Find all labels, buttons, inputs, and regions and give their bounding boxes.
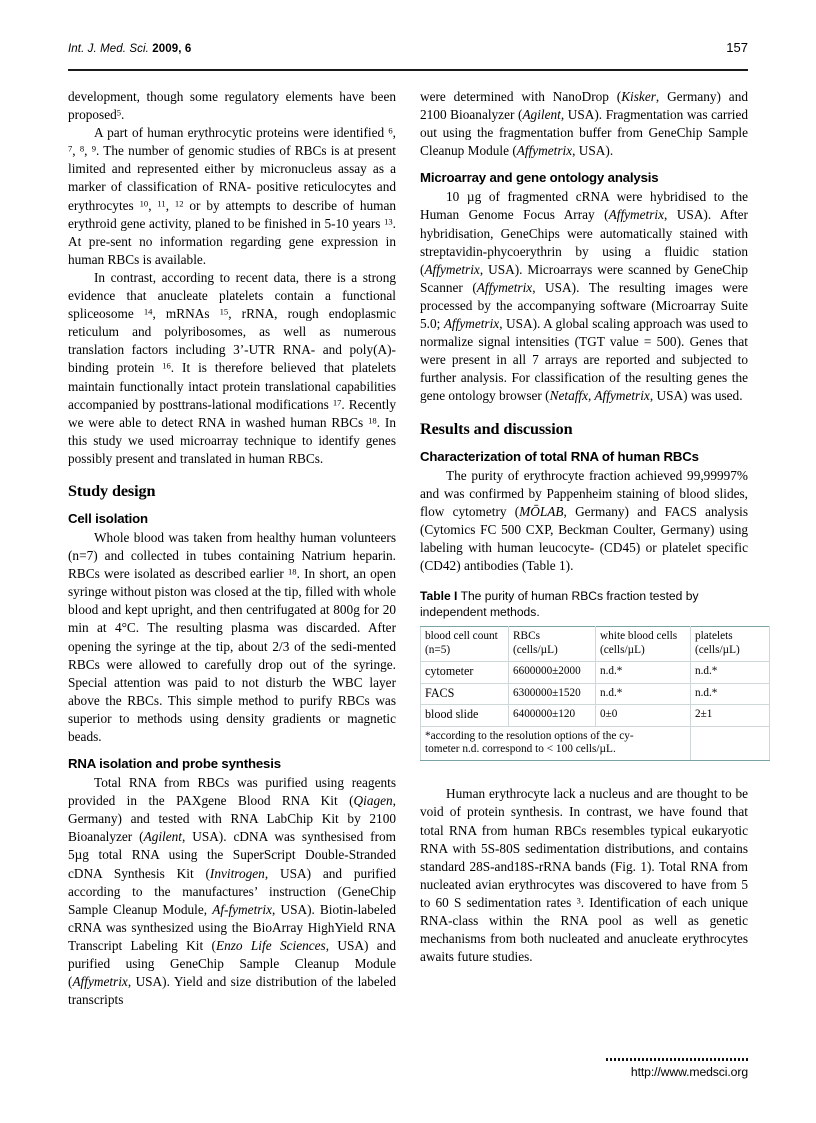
text: , USA) was used. [649,388,743,404]
company-name: MŌLAB [519,503,564,519]
reference-marker: 18 [287,566,297,577]
reference-marker: 8 [79,143,85,154]
text: , USA). Fragmentation was carried out using the fragmentation buffer from GeneChip Sample Cleanup Module ( [420,107,748,159]
journal-citation [68,43,191,55]
reference-marker: 11 [157,197,166,208]
text: , USA). The resulting images were processed by the accompanying software (Microarray Suite 5.0; [420,279,749,332]
table-footnote-row [421,726,770,761]
text: development, though some regulatory elements have been proposed [68,89,396,123]
table-cell-platelets: 2±1 [691,705,770,726]
company-name: Enzo Life Sciences [215,937,326,953]
paragraph-proteins [68,124,396,269]
reference-marker: 17 [332,396,342,407]
text: Human erythrocyte lack a nucleus and are thought to be void of protein synthesis. In contrast, we have found that total RNA from human RBCs resembles typical eukaryotic RNA with 5S-80S sedimentation distributions, and contains standard 28S-and18S-rRNA bands (Fig. 1). Total RNA from nucleated avian erythrocytes was discovered to have from 5 to 60 S sedimentation rates [420,786,748,910]
journal-year-volume-value: 2009, 6 [152,43,192,55]
right-column [420,88,748,966]
table-caption-text: The purity of human RBCs fraction tested by independent methods. [420,589,699,620]
table-footnote-blank-cell [691,726,770,761]
running-head [68,40,748,55]
text: . Identification of each unique RNA-class within the RNA pool as well as genetic mechanisms from both nucleated and anucleate erythrocytes awaits future studies. [420,894,748,965]
table-header-cell-white-blood-cells [596,627,691,662]
text: RBCs [513,630,541,643]
text: tometer n.d. correspond to < 100 cells/µL. [425,742,616,755]
table-cell-rbcs: 6400000±120 [509,705,596,726]
company-name: Affymetrix [443,316,500,332]
table-header-cell-platelets [691,627,770,662]
reference-marker: 9 [91,143,96,154]
text: , USA). Yield and size distribution of the labeled transcripts [68,974,396,1008]
text: 10 µg of fragmented cRNA were hybridised to the Human Genome Focus Array ( [420,189,748,223]
subheading-characterization: Characterization of total RNA of human RBCs [420,448,699,464]
text: , [165,197,175,213]
text: , Germany) and FACS analysis (Cytomics FC 500 CXP, Beckman Coulter, Germany) using labeling with human leucocyte- (CD45) or platelet specific (CD42) antibodies (Table 1). [420,503,748,573]
text: (cells/µL) [600,643,645,656]
reference-marker: 6 [388,125,393,136]
subheading-cell-isolation: Cell isolation [68,510,148,526]
paragraph-microarray [420,188,748,405]
table-footnote [421,726,691,761]
paragraph-purity [420,467,748,576]
section-heading-study-design: Study design [68,481,156,500]
text: , [72,143,80,159]
section-heading-results: Results and discussion [420,419,573,438]
table-cell-wbc: n.d.* [596,662,691,683]
table-row [421,662,770,683]
footer-decorative-rule [606,1058,748,1061]
table-cell-rbcs: 6300000±1520 [509,683,596,704]
table-label: Table I [420,589,458,604]
company-name: Agilent [522,107,561,123]
paragraph-platelets [68,269,396,468]
company-name: Affymetrix [516,143,573,159]
text: *according to the resolution options of the cy- [425,729,634,742]
text: . In this study we used microarray technique to identify genes possibly present and translated in human RBCs. [68,414,396,466]
table-cell-rbcs: 6600000±2000 [509,662,596,683]
text: were determined with NanoDrop ( [420,89,622,104]
reference-marker: 16 [162,360,171,371]
paragraph-continued [68,88,396,124]
left-column [68,88,396,1009]
text: (cells/µL) [695,643,740,656]
text: , USA). cDNA was synthesised from 5µg total RNA using the SuperScript Double-Stranded cDNA Synthesis Kit ( [68,829,396,881]
table-row [421,683,770,704]
text: . At pre-sent no information regarding gene expression in human RBCs is available. [68,215,396,267]
text: , USA). Biotin-labeled cRNA was synthesized using the BioArray HighYield RNA Transcript Labeling Kit ( [68,901,396,953]
subheading-microarray: Microarray and gene ontology analysis [420,170,659,186]
reference-marker: 5 [116,107,122,118]
text: , [84,143,92,159]
table-cell-wbc: 0±0 [596,705,691,726]
paragraph-cell-isolation [68,529,396,746]
table-cell-wbc: n.d.* [596,683,691,704]
table-header-row [421,627,770,662]
body-columns [68,88,748,1038]
text: , USA) and purified according to the manufactures’ instruction (GeneChip Sample Cleanup Module, [68,865,396,917]
text: , mRNAs [152,306,220,322]
text: . In short, an open syringe without piston was closed at the tip, filled with whole blood and kept upright, and then centrifugated at 800g for 20 min at 4°C. The resulting plasma was discarded. After opening the syringe at the tip, about 2/3 of the sedi-mented RBCs were allowed to carefully drop out of the syringe. Special attention was paid to not disturb the WBC layer above the RBCs. This simple method to purify RBCs was superior to methods using density gradients or magnetic beads. [68,566,396,744]
text: , USA). Microarrays were scanned by GeneChip Scanner ( [420,261,748,295]
company-name: Netaffx, Affymetrix [549,388,650,404]
text: , USA) and purified using GeneChip Sample Cleanup Module ( [68,937,397,990]
reference-marker: 10 [139,197,149,208]
company-name: Kisker [621,89,656,104]
subheading-rna-isolation: RNA isolation and probe synthesis [68,756,281,772]
reference-marker: 13 [384,216,393,227]
reference-marker: 15 [219,306,229,317]
text: Total RNA from RBCs was purified using reagents provided in the PAXgene Blood RNA Kit ( [68,775,396,809]
text: , Germany) and tested with RNA LabChip Kit by 2100 Bioanalyzer ( [68,793,396,845]
paragraph-rna-isolation [68,774,396,1009]
paragraph-continued-right [420,88,748,160]
reference-marker: 3 [576,895,581,906]
table-caption-label [420,589,457,603]
text: . The number of genomic studies of RBCs is at present limited and represented either by micronucleus assay as a marker of classification of RNA- positive reticulocytes and erythrocytes [68,143,397,213]
company-name: Af-fymetrix [212,901,273,917]
text: , rRNA, rough endoplasmic reticulum and polyribosomes, as well as numerous translation factors including 3’-UTR RNA- and poly(A)-binding protein [68,306,396,376]
page-footer [68,1058,748,1079]
table-cell-platelets: n.d.* [691,683,770,704]
company-name: Affymetrix [72,974,128,990]
text: blood cell count [425,630,498,643]
text: A part of human erythrocytic proteins were identified [94,125,389,141]
text: (n=5) [425,643,451,656]
reference-marker: 18 [368,415,377,426]
company-name: Qiagen [353,793,393,809]
table-row [421,705,770,726]
text: , USA). [572,143,614,159]
reference-marker: 7 [68,143,73,154]
page-number: 157 [726,40,748,55]
text: , USA). After hybridisation, GeneChips were automatically stained with streptavidin-phycoerythrin by using a fluidic station ( [420,207,748,277]
table-cell-method: cytometer [421,662,509,683]
text: Whole blood was taken from healthy human volunteers (n=7) and collected in tubes containing Natrium heparin. RBCs were isolated as described earlier [68,529,396,582]
header-rule [68,69,748,71]
paragraph-final [420,785,748,966]
table-cell-platelets: n.d.* [691,662,770,683]
reference-marker: 14 [143,306,153,317]
text: platelets [695,630,733,643]
table-header-cell-rbcs [509,627,596,662]
journal-url[interactable]: http://www.medsci.org [630,1065,748,1079]
text: , [148,197,158,213]
table-cell-method: blood slide [421,705,509,726]
text: The purity of erythrocyte fraction achieved 99,99997% and was confirmed by Pappenheim staining of blood slides, flow cytometry ( [420,467,748,519]
text: In contrast, according to recent data, there is a strong evidence that anucleate platelets contain a functional spliceosome [68,269,396,322]
company-name: Agilent [143,829,182,845]
text: white blood cells [600,630,678,643]
text: or by attempts to describe of human erythroid gene activity, planed to be finished in 5-10 years [68,197,397,231]
text: . It is therefore believed that platelets maintain functionally intact protein translational capabilities accompanied by posttrans-lational modifications [68,360,396,412]
text: . [121,107,125,123]
reference-marker: 12 [174,197,184,208]
company-name: Affymetrix [424,261,480,277]
purity-table [420,626,770,761]
text: (cells/µL) [513,643,558,656]
table-header-cell-blood-cell-count [421,627,509,662]
company-name: Invitrogen [209,865,265,881]
text: , Germany) and 2100 Bioanalyzer ( [420,89,749,123]
company-name: Affymetrix [608,207,665,223]
company-name: Affymetrix [476,279,533,295]
text: . Recently we were able to detect RNA in washed human RBCs [68,396,396,430]
text: , USA). A global scaling approach was used to normalize signal intensities (TGT value = 500). Genes that were present in all 7 arrays are reported and subjected to further analysis. For classification of the resulting genes the gene ontology browser ( [420,316,748,404]
table-caption [420,588,748,620]
text: , [392,125,396,141]
table-cell-method: FACS [421,683,509,704]
journal-name: Int. J. Med. Sci. [68,43,149,55]
